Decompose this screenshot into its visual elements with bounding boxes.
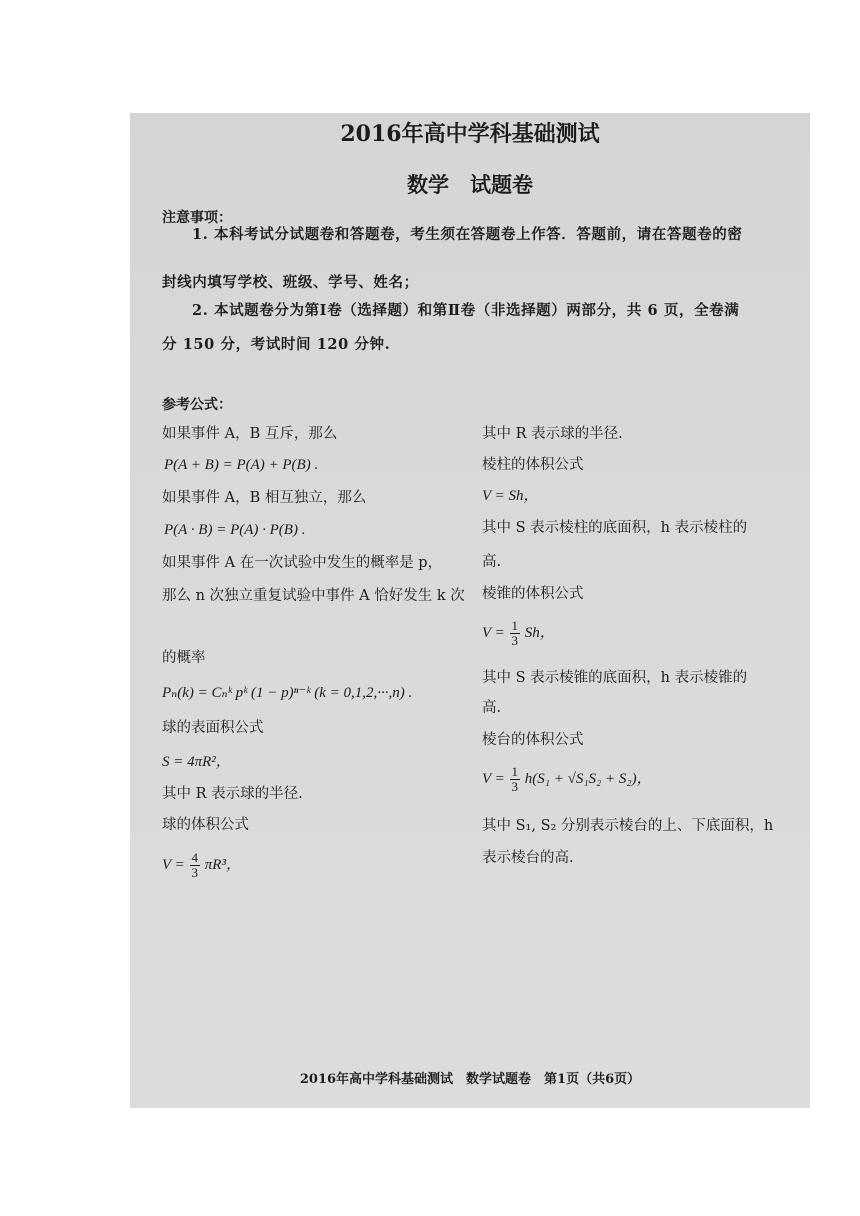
note-1-line-2: 封线内填写学校、班级、学号、姓名； — [162, 274, 419, 291]
notes-heading: 注意事项： — [162, 210, 232, 226]
fraction-numerator: 1 — [511, 764, 519, 779]
formula-sphere-area-note: 其中 R 表示球的半径. — [162, 786, 303, 802]
fraction — [510, 619, 521, 648]
formula-sphere-area-title: 球的表面积公式 — [162, 720, 264, 736]
formula-prism-note-2: 高. — [482, 554, 502, 570]
formula-prism-note-1: 其中 S 表示棱柱的底面积，h 表示棱柱的 — [482, 520, 748, 536]
note-1-line-1: 1. 本科考试分试题卷和答题卷，考生须在答题卷上作答．答题前，请在答题卷的密 — [192, 226, 743, 243]
exam-page — [130, 113, 810, 1108]
formula-frustum-title: 棱台的体积公式 — [482, 732, 584, 748]
eq-suffix: Sh， — [524, 624, 555, 641]
formula-radius-note: 其中 R 表示球的半径. — [482, 426, 623, 442]
formula-frustum-eq — [482, 765, 652, 794]
formula-bernoulli-eq: Pₙ(k) = Cₙᵏ pᵏ (1 − p)ⁿ⁻ᵏ (k = 0,1,2,···,n) . — [162, 685, 413, 701]
formula-frustum-note-2: 表示棱台的高. — [482, 850, 574, 866]
eq-prefix: V = — [482, 624, 505, 641]
formulas-heading: 参考公式： — [162, 397, 232, 413]
formula-exclusive-eq: P(A + B) = P(A) + P(B) . — [164, 457, 319, 473]
fraction — [190, 851, 201, 880]
formula-pyramid-note-2: 高. — [482, 700, 502, 716]
fraction — [510, 765, 521, 794]
eq-suffix: h(S₁ + √S₁S₂ + S₂)， — [524, 770, 652, 787]
formula-pyramid-title: 棱锥的体积公式 — [482, 586, 584, 602]
formula-pyramid-eq — [482, 619, 555, 648]
exam-subtitle: 数学 试题卷 — [407, 172, 533, 197]
eq-prefix: V = — [162, 856, 185, 873]
note-2-line-2: 分 150 分，考试时间 120 分钟. — [162, 336, 391, 353]
formula-independent-eq: P(A · B) = P(A) · P(B) . — [164, 522, 306, 538]
eq-prefix: V = — [482, 770, 505, 787]
formula-sphere-volume-eq — [162, 851, 241, 880]
exam-title: 2016年高中学科基础测试 — [340, 121, 600, 147]
fraction-denominator: 3 — [191, 865, 199, 880]
formula-exclusive-text: 如果事件 A，B 互斥，那么 — [162, 426, 338, 442]
note-2-line-1: 2. 本试题卷分为第Ⅰ卷（选择题）和第Ⅱ卷（非选择题）两部分，共 6 页，全卷满 — [192, 302, 740, 319]
fraction-denominator: 3 — [511, 779, 519, 794]
formula-prism-eq: V = Sh， — [482, 488, 539, 504]
formula-independent-text: 如果事件 A，B 相互独立，那么 — [162, 490, 367, 506]
formula-sphere-volume-title: 球的体积公式 — [162, 817, 249, 833]
fraction-numerator: 1 — [511, 618, 519, 633]
formula-bernoulli-text-2: 那么 n 次独立重复试验中事件 A 恰好发生 k 次 — [162, 588, 465, 604]
formula-prism-title: 棱柱的体积公式 — [482, 457, 584, 473]
formula-bernoulli-text-1: 如果事件 A 在一次试验中发生的概率是 p， — [162, 555, 443, 571]
eq-suffix: πR³， — [204, 856, 241, 873]
fraction-denominator: 3 — [511, 633, 519, 648]
formula-bernoulli-text-3: 的概率 — [162, 650, 206, 666]
fraction-numerator: 4 — [191, 850, 199, 865]
formula-pyramid-note-1: 其中 S 表示棱锥的底面积，h 表示棱锥的 — [482, 670, 748, 686]
formula-frustum-note-1: 其中 S₁, S₂ 分别表示棱台的上、下底面积，h — [482, 818, 774, 834]
page-footer: 2016年高中学科基础测试 数学试题卷 第1页（共6页） — [299, 1072, 641, 1087]
formula-sphere-area-eq: S = 4πR²， — [162, 754, 231, 770]
